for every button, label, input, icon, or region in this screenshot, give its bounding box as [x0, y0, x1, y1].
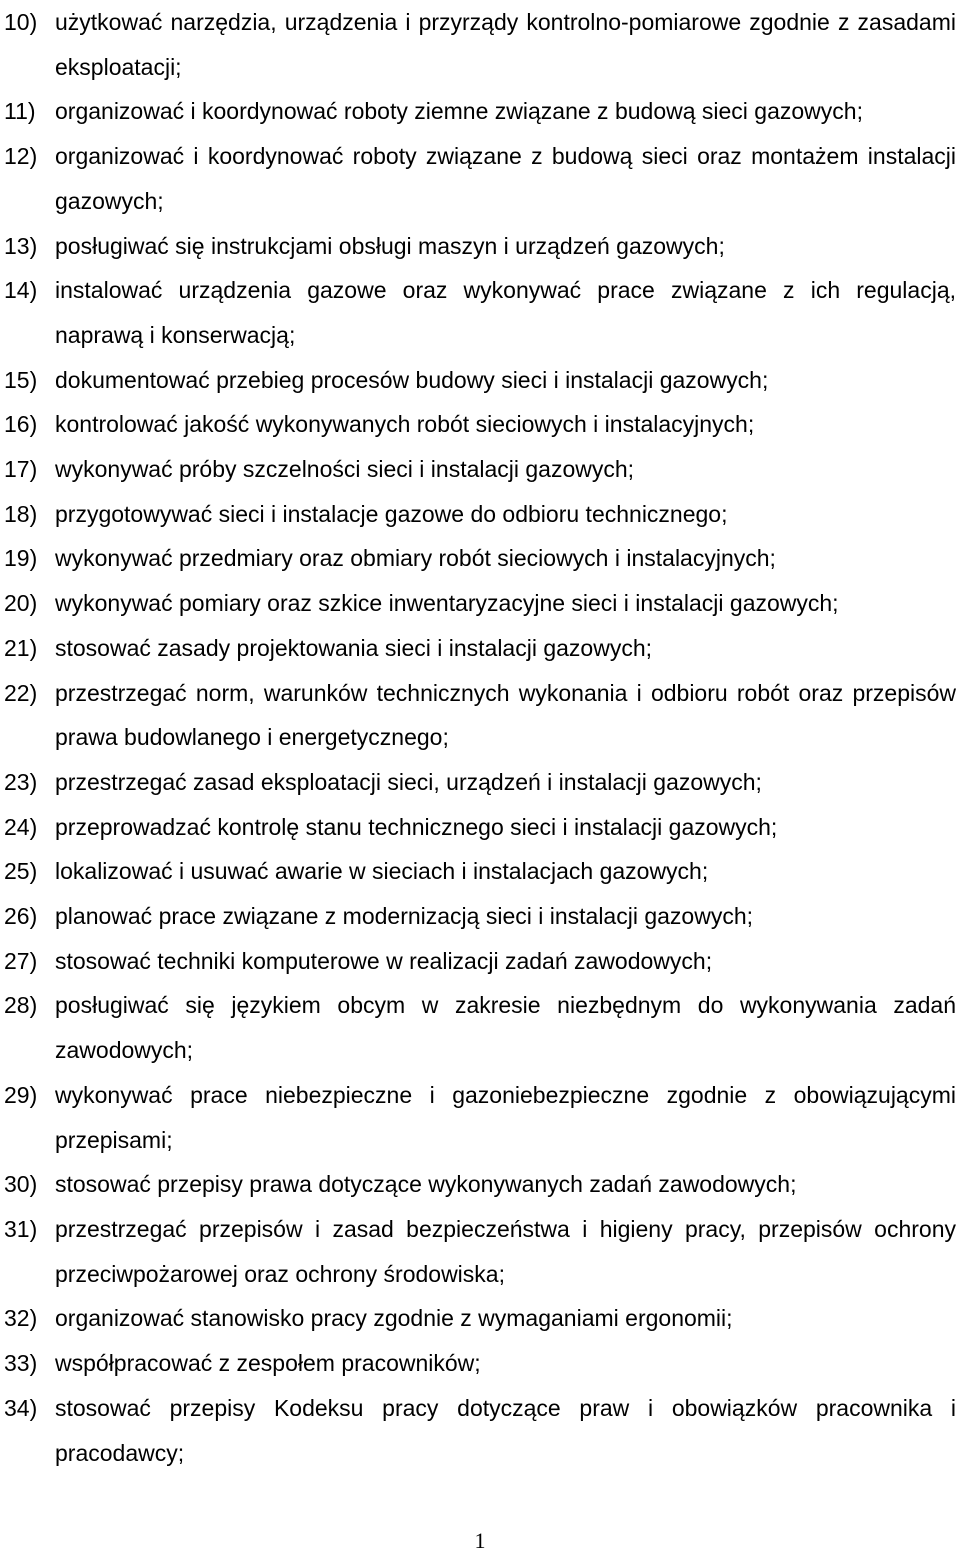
- item-number: 23): [4, 768, 38, 795]
- list-item: [4, 983, 956, 1072]
- item-number: 27): [4, 947, 38, 974]
- item-number: 33): [4, 1350, 38, 1377]
- item-text: wykonywać przedmiary oraz obmiary robót sieciowych i instalacyjnych;: [55, 545, 776, 572]
- list-item: [4, 224, 956, 269]
- item-number: 20): [4, 590, 38, 617]
- item-text: stosować przepisy prawa dotyczące wykonywanych zadań zawodowych;: [55, 1171, 797, 1198]
- item-number: 14): [4, 277, 38, 304]
- list-item: [4, 626, 956, 671]
- list-item: [4, 581, 956, 626]
- item-text: użytkować narzędzia, urządzenia i przyrządy kontrolno-pomiarowe zgodnie z zasadami eksploatacji;: [55, 9, 956, 80]
- competency-list: [4, 0, 956, 1475]
- item-number: 28): [4, 992, 38, 1019]
- page-number: 1: [474, 1528, 486, 1553]
- item-number: 22): [4, 679, 38, 706]
- item-text: wykonywać próby szczelności sieci i instalacji gazowych;: [55, 456, 635, 483]
- item-text: posługiwać się instrukcjami obsługi maszyn i urządzeń gazowych;: [55, 232, 725, 259]
- list-item: [4, 492, 956, 537]
- item-number: 19): [4, 545, 38, 572]
- item-number: 17): [4, 456, 38, 483]
- item-text: posługiwać się językiem obcym w zakresie niezbędnym do wykonywania zadań zawodowych;: [55, 992, 956, 1064]
- item-number: 21): [4, 634, 38, 661]
- item-text: przestrzegać norm, warunków technicznych wykonania i odbioru robót oraz przepisów prawa budowlanego i energetycznego;: [55, 679, 956, 751]
- list-item: [4, 1341, 956, 1386]
- item-text: organizować stanowisko pracy zgodnie z wymaganiami ergonomii;: [55, 1305, 733, 1332]
- item-text: lokalizować i usuwać awarie w sieciach i instalacjach gazowych;: [55, 858, 709, 885]
- list-item: [4, 358, 956, 403]
- list-item: [4, 268, 956, 357]
- item-number: 30): [4, 1171, 38, 1198]
- item-number: 32): [4, 1305, 38, 1332]
- list-item: [4, 894, 956, 939]
- list-item: [4, 0, 956, 89]
- item-number: 10): [4, 9, 38, 35]
- list-item: [4, 1296, 956, 1341]
- item-text: stosować zasady projektowania sieci i instalacji gazowych;: [55, 634, 653, 661]
- item-number: 13): [4, 232, 38, 259]
- item-text: stosować techniki komputerowe w realizacji zadań zawodowych;: [55, 947, 713, 974]
- list-item: [4, 1207, 956, 1296]
- item-number: 11): [4, 98, 36, 125]
- item-number: 15): [4, 366, 38, 393]
- item-number: 34): [4, 1394, 38, 1421]
- item-number: 16): [4, 411, 38, 438]
- list-item: [4, 805, 956, 850]
- list-item: [4, 849, 956, 894]
- list-item: [4, 1386, 956, 1475]
- item-number: 31): [4, 1215, 38, 1242]
- list-item: [4, 671, 956, 760]
- list-item: [4, 536, 956, 581]
- list-item: [4, 1073, 956, 1162]
- list-item: [4, 402, 956, 447]
- item-text: współpracować z zespołem pracowników;: [55, 1350, 481, 1377]
- item-number: 24): [4, 813, 38, 840]
- list-item: [4, 89, 956, 134]
- item-number: 26): [4, 903, 38, 930]
- item-text: przestrzegać zasad eksploatacji sieci, urządzeń i instalacji gazowych;: [55, 768, 762, 795]
- item-text: wykonywać prace niebezpieczne i gazoniebezpieczne zgodnie z obowiązującymi przepisami;: [55, 1081, 956, 1153]
- item-text: instalować urządzenia gazowe oraz wykonywać prace związane z ich regulacją, naprawą i konserwacją;: [55, 277, 956, 348]
- list-item: [4, 1162, 956, 1207]
- item-number: 18): [4, 500, 38, 527]
- item-number: 12): [4, 143, 38, 170]
- item-text: wykonywać pomiary oraz szkice inwentaryzacyjne sieci i instalacji gazowych;: [55, 590, 839, 617]
- list-item: [4, 447, 956, 492]
- item-number: 29): [4, 1081, 38, 1108]
- item-text: przestrzegać przepisów i zasad bezpieczeństwa i higieny pracy, przepisów ochrony przeciwpożarowej oraz ochrony środowiska;: [55, 1215, 956, 1287]
- item-text: kontrolować jakość wykonywanych robót sieciowych i instalacyjnych;: [55, 411, 755, 438]
- item-text: dokumentować przebieg procesów budowy sieci i instalacji gazowych;: [55, 366, 769, 393]
- item-text: planować prace związane z modernizacją sieci i instalacji gazowych;: [55, 903, 753, 930]
- item-text: przeprowadzać kontrolę stanu technicznego sieci i instalacji gazowych;: [55, 813, 778, 840]
- list-item: [4, 939, 956, 984]
- item-text: organizować i koordynować roboty związane z budową sieci oraz montażem instalacji gazowych;: [55, 143, 956, 214]
- item-number: 25): [4, 858, 38, 885]
- item-text: stosować przepisy Kodeksu pracy dotyczące praw i obowiązków pracownika i pracodawcy;: [55, 1394, 956, 1466]
- item-text: przygotowywać sieci i instalacje gazowe do odbioru technicznego;: [55, 500, 728, 527]
- list-item: [4, 134, 956, 223]
- list-item: [4, 760, 956, 805]
- item-text: organizować i koordynować roboty ziemne związane z budową sieci gazowych;: [55, 98, 863, 125]
